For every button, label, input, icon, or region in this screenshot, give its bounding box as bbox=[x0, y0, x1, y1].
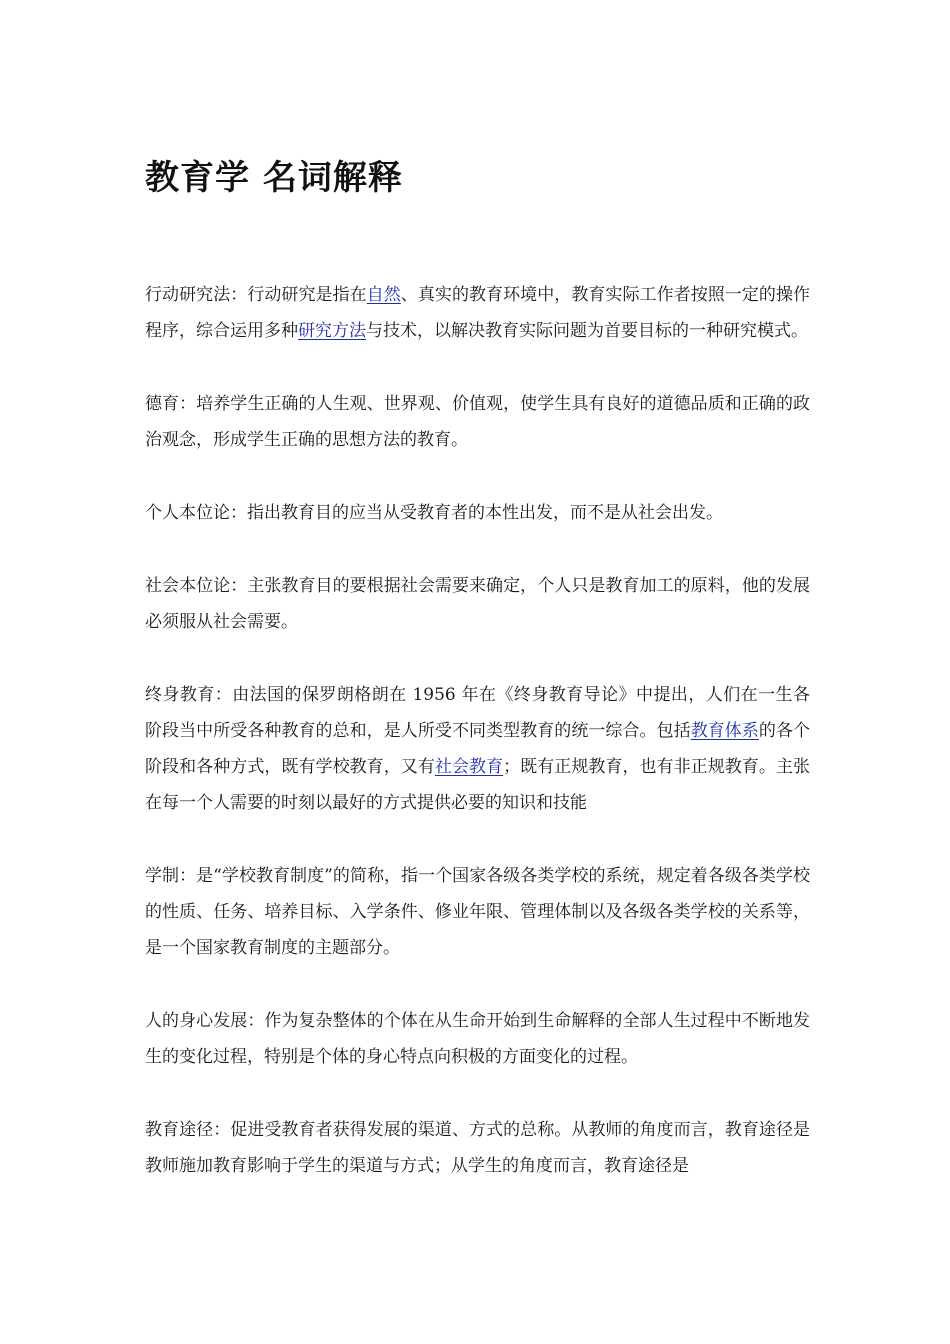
entry-text: 行动研究法：行动研究是指在 bbox=[145, 285, 367, 305]
entry-text: 教育途径：促进受教育者获得发展的渠道、方式的总称。从教师的角度而言，教育途径是教师施加教育影响于学生的渠道与方式；从学生的角度而言，教育途径是 bbox=[145, 1120, 810, 1176]
entry-text: 的各个阶段和各种方式，既有学校教育，又有 bbox=[145, 721, 811, 777]
term-link[interactable]: 社会教育 bbox=[434, 757, 504, 777]
definition-list bbox=[145, 277, 810, 1221]
entry-text: 德育：培养学生正确的人生观、世界观、价值观，使学生具有良好的道德品质和正确的政治观念，形成学生正确的思想方法的教育。 bbox=[145, 394, 810, 450]
definition-entry bbox=[145, 858, 810, 966]
definition-entry bbox=[145, 568, 810, 640]
entry-text: 、真实的教育环境中，教育实际工作者按照一定的操作程序，综合运用多种 bbox=[145, 285, 811, 341]
definition-entry bbox=[145, 677, 810, 821]
definition-entry bbox=[145, 277, 810, 349]
term-link[interactable]: 教育体系 bbox=[690, 721, 759, 741]
entry-text: 个人本位论：指出教育目的应当从受教育者的本性出发，而不是从社会出发。 bbox=[145, 503, 723, 523]
term-link[interactable]: 研究方法 bbox=[298, 321, 366, 341]
definition-entry bbox=[145, 1112, 810, 1184]
term-link[interactable]: 自然 bbox=[366, 285, 401, 305]
definition-entry bbox=[145, 386, 810, 458]
entry-text: 人的身心发展：作为复杂整体的个体在从生命开始到生命解释的全部人生过程中不断地发生的变化过程，特别是个体的身心特点向积极的方面变化的过程。 bbox=[145, 1011, 810, 1067]
entry-text: 社会本位论：主张教育目的要根据社会需要来确定，个人只是教育加工的原料，他的发展必须服从社会需要。 bbox=[145, 576, 810, 632]
entry-text: 与技术，以解决教育实际问题为首要目标的一种研究模式。 bbox=[366, 321, 808, 341]
entry-text: ；既有正规教育，也有非正规教育。主张在每一个人需要的时刻以最好的方式提供必要的知识和技能 bbox=[145, 757, 811, 813]
definition-entry bbox=[145, 495, 810, 531]
entry-text: 学制：是“学校教育制度”的简称，指一个国家各级各类学校的系统，规定着各级各类学校的性质、任务、培养目标、入学条件、修业年限、管理体制以及各级各类学校的关系等，是一个国家教育制度的主题部分。 bbox=[145, 866, 810, 958]
entry-text: 终身教育：由法国的保罗朗格朗在 1956 年在《终身教育导论》中提出，人们在一生各阶段当中所受各种教育的总和，是人所受不同类型教育的统一综合。包括 bbox=[145, 685, 810, 741]
document-title: 教育学 名词解释 bbox=[145, 158, 403, 198]
definition-entry bbox=[145, 1003, 810, 1075]
